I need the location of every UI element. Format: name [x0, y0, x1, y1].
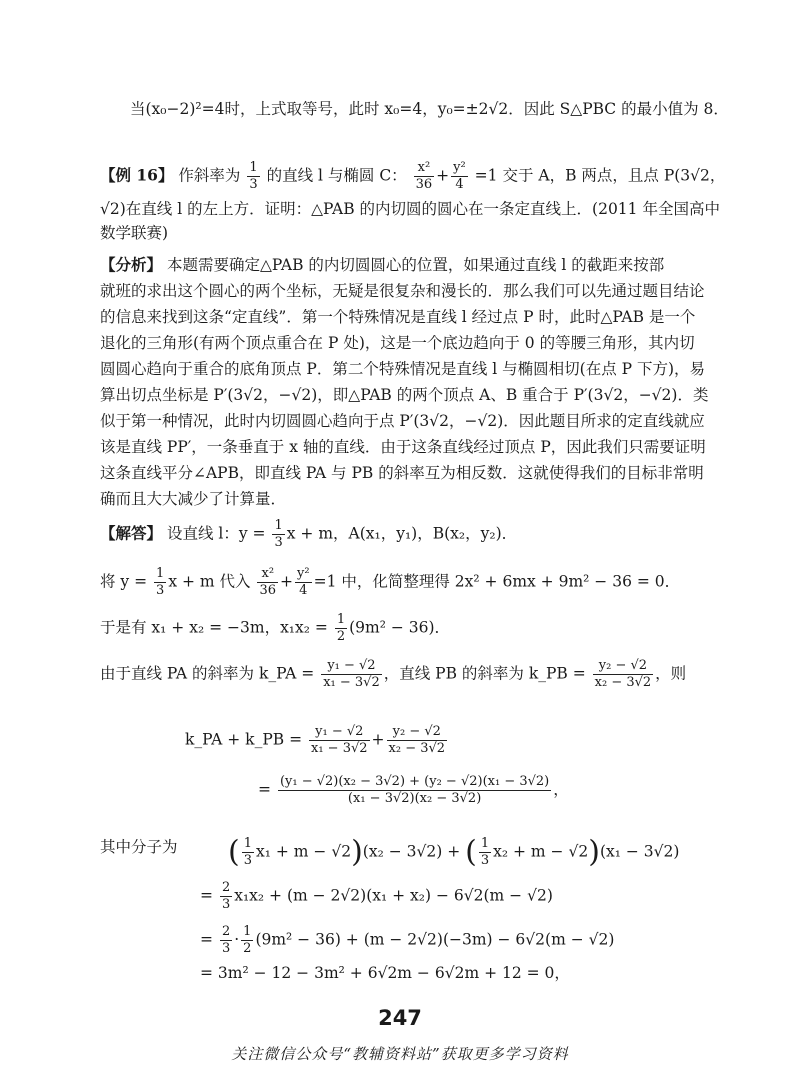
- solution-text: 由于直线 PA 的斜率为 k_PA =: [100, 664, 315, 683]
- solution-tag: 【解答】: [100, 523, 163, 543]
- two-thirds-fraction: $\frac{2}{3}$: [221, 924, 231, 956]
- equation-lhs: k_PA + k_PB =: [185, 730, 303, 749]
- slope-fraction: $\frac{1}{3}$: [249, 160, 258, 192]
- example-text: 的直线 l 与椭圆 C：: [266, 166, 407, 185]
- analysis-line: 该是直线 PP′，一条垂直于 x 轴的直线．由于这条直线经过顶点 P，因此我们只需要证明: [100, 438, 706, 456]
- solution-line-2: [100, 566, 680, 599]
- solution-line-4: [100, 658, 686, 691]
- page-number: 247: [378, 1006, 422, 1030]
- equals-sign: =: [200, 886, 213, 905]
- slope-pa-fraction: $\frac{\text{y₁ − √2}}{\text{x₁ − 3√2}}$: [311, 724, 368, 756]
- solution-line-1: [100, 518, 517, 551]
- solution-text: 于是有 x₁ + x₂ = −3m，x₁x₂ =: [100, 618, 328, 637]
- ellipse-x-term: $\frac{\text{x²}}{36}$: [259, 566, 277, 598]
- example-statement-line-1: [100, 160, 725, 193]
- left-paren: (: [465, 834, 477, 870]
- numerator-line-2: [200, 880, 553, 913]
- solution-text: ，则: [655, 664, 687, 683]
- example-statement-line-2: √2)在直线 l 的左上方．证明：△PAB 的内切圆的圆心在一条定直线上．(2011 年全国高中: [100, 200, 720, 218]
- third-fraction: $\frac{1}{3}$: [243, 836, 252, 868]
- numerator-line-1: [228, 836, 679, 869]
- term: (x₁ − 3√2): [599, 842, 680, 861]
- combined-fraction-equation: [258, 774, 569, 807]
- term: (x₂ − 3√2) +: [362, 842, 461, 861]
- term: x₁ + m − √2: [256, 842, 352, 861]
- analysis-line: 似于第一种情况，此时内切圆圆心趋向于点 P′(3√2，−√2)．因此题目所求的定直线就应: [100, 412, 705, 430]
- ellipse-y-term: $\frac{\text{y²}}{4}$: [297, 566, 310, 598]
- numerator-line-4: = 3m² − 12 − 3m² + 6√2m − 6√2m + 12 = 0，: [200, 964, 570, 982]
- analysis-line: 就班的求出这个圆心的两个坐标，无疑是很复杂和漫长的．那么我们可以先通过题目结论: [100, 282, 705, 300]
- analysis-text: 本题需要确定△PAB 的内切圆圆心的位置，如果通过直线 l 的截距来按部: [166, 256, 665, 274]
- solution-text: (9m² − 36)．: [349, 618, 451, 637]
- term: (9m² − 36) + (m − 2√2)(−3m) − 6√2(m − √2): [255, 930, 615, 949]
- slope-fraction: $\frac{1}{3}$: [274, 518, 283, 550]
- plus-sign: +: [436, 166, 450, 185]
- previous-conclusion-line: 当(x₀−2)²=4时，上式取等号，此时 x₀=4，y₀=±2√2．因此 S△PBC 的最小值为 8．: [130, 100, 729, 118]
- analysis-line: 算出切点坐标是 P′(3√2，−√2)，即△PAB 的两个顶点 A、B 重合于 P′(3√2，−√2)．类: [100, 386, 709, 404]
- left-paren: (: [228, 834, 240, 870]
- half-fraction: $\frac{1}{2}$: [243, 924, 252, 956]
- slope-pb-fraction: $\frac{\text{y₂ − √2}}{\text{x₂ − 3√2}}$: [594, 658, 652, 690]
- ellipse-x-term: $\frac{\text{x²}}{36}$: [415, 160, 433, 192]
- example-statement-line-3: 数学联赛): [100, 224, 169, 242]
- solution-text: =1 中，化简整理得 2x² + 6mx + 9m² − 36 = 0．: [313, 572, 681, 591]
- analysis-line: 确而且大大减少了计算量．: [100, 490, 287, 508]
- slope-fraction: $\frac{1}{3}$: [156, 566, 165, 598]
- term: x₁x₂ + (m − 2√2)(x₁ + x₂) − 6√2(m − √2): [234, 886, 553, 905]
- solution-line-3: [100, 612, 450, 645]
- sum-of-slopes-equation: [185, 724, 449, 757]
- right-paren: ): [588, 834, 600, 870]
- analysis-line: 圆圆心趋向于重合的底角顶点 P．第二个特殊情况是直线 l 与椭圆相切(在点 P 下方)，易: [100, 360, 706, 378]
- solution-text: 设直线 l：y =: [166, 524, 266, 543]
- analysis-line: 退化的三角形(有两个顶点重合在 P 处)，这是一个底边趋向于 0 的等腰三角形，其内切: [100, 334, 695, 352]
- comma: ，: [553, 780, 569, 799]
- equals-sign: =: [200, 930, 213, 949]
- analysis-line-1: [100, 254, 664, 276]
- analysis-line: 的信息来找到这条“定直线”．第一个特殊情况是直线 l 经过点 P 时，此时△PAB 是一个: [100, 308, 696, 326]
- solution-text: x + m 代入: [168, 572, 251, 591]
- solution-text: 将 y =: [100, 572, 148, 591]
- slope-pb-fraction: $\frac{\text{y₂ − √2}}{\text{x₂ − 3√2}}$: [388, 724, 446, 756]
- numerator-line-3: [200, 924, 614, 957]
- footer-watermark: 关注微信公众号“教辅资料站”获取更多学习资料: [231, 1045, 569, 1063]
- slope-pa-fraction: $\frac{\text{y₁ − √2}}{\text{x₁ − 3√2}}$: [323, 658, 380, 690]
- third-fraction: $\frac{1}{3}$: [480, 836, 490, 868]
- example-text: 作斜率为: [178, 166, 241, 185]
- plus-sign: +: [280, 572, 294, 591]
- two-thirds-fraction: $\frac{2}{3}$: [221, 880, 231, 912]
- right-paren: ): [351, 834, 363, 870]
- plus-sign: +: [371, 730, 385, 749]
- analysis-line: 这条直线平分∠APB，即直线 PA 与 PB 的斜率互为相反数．这就使得我们的目标非常明: [100, 464, 704, 482]
- equals-sign: =: [258, 780, 271, 799]
- dot-operator: ·: [234, 930, 240, 949]
- example-text: =1 交于 A，B 两点，且点 P(3√2，: [474, 166, 726, 185]
- solution-text: x + m，A(x₁，y₁)，B(x₂，y₂)．: [286, 524, 518, 543]
- example-tag: 【例 16】: [100, 165, 174, 185]
- term: x₂ + m − √2: [493, 842, 589, 861]
- solution-text: ，直线 PB 的斜率为 k_PB =: [383, 664, 586, 683]
- numerator-label: 其中分子为: [100, 838, 178, 856]
- combined-fraction: $\frac{\text{(y₁ − √2)(x₂ − 3√2) + (y₂ − √2)(x₁ − 3√2)}}{\text{(x₁ − 3√2)(x₂ − 3√2)}}$: [279, 774, 550, 806]
- analysis-tag: 【分析】: [100, 255, 163, 274]
- half-fraction: $\frac{1}{2}$: [336, 612, 346, 644]
- ellipse-y-term: $\frac{\text{y²}}{4}$: [453, 160, 466, 192]
